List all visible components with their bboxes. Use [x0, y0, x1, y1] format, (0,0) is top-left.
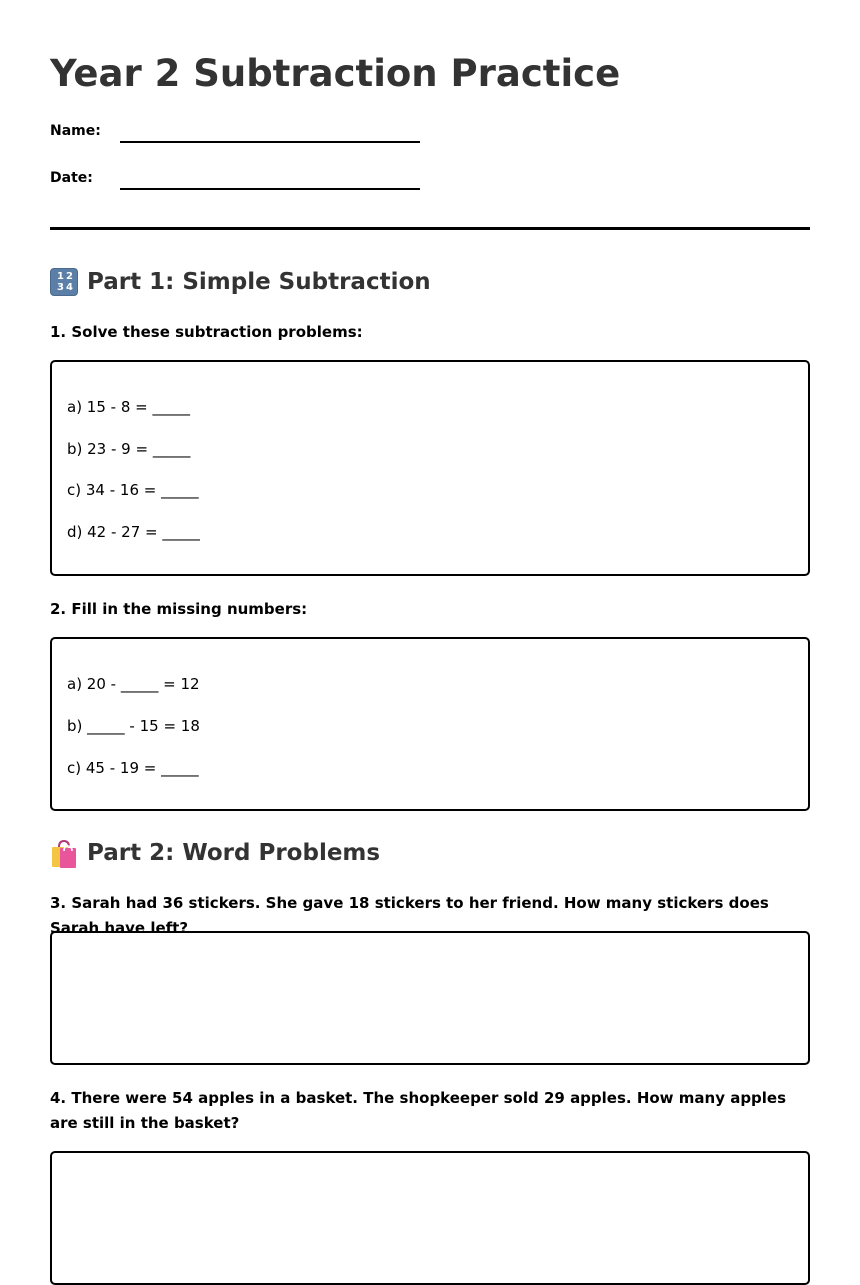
question-4-prompt: 4. There were 54 apples in a basket. The shopkeeper sold 29 apples. How many apples are still in the basket? [50, 1089, 787, 1132]
date-label: Date: [50, 170, 93, 186]
date-field-row [50, 168, 430, 198]
shopping-bags-icon [50, 839, 78, 867]
question-2-item-c[interactable]: c) 45 - 19 = _____ [67, 759, 199, 777]
question-2-item-a[interactable]: a) 20 - _____ = 12 [67, 675, 200, 693]
question-3-answer-box[interactable] [50, 931, 810, 1065]
question-1-prompt: 1. Solve these subtraction problems: [50, 323, 363, 341]
input-numbers-icon: 1 2 3 4 [50, 268, 78, 296]
name-field-row [50, 121, 430, 151]
header-divider [50, 227, 810, 230]
part1-heading-text: Part 1: Simple Subtraction [87, 269, 431, 295]
question-3-prompt: 3. Sarah had 36 stickers. She gave 18 stickers to her friend. How many stickers does Sarah have left? [50, 894, 769, 937]
name-label: Name: [50, 123, 101, 139]
page-title: Year 2 Subtraction Practice [50, 52, 621, 95]
question-4-answer-box[interactable] [50, 1151, 810, 1285]
part2-heading [50, 837, 380, 869]
date-input-line[interactable] [120, 188, 420, 190]
question-2-item-b[interactable]: b) _____ - 15 = 18 [67, 717, 200, 735]
question-1-item-b[interactable]: b) 23 - 9 = _____ [67, 440, 191, 458]
name-input-line[interactable] [120, 141, 420, 143]
question-1-item-c[interactable]: c) 34 - 16 = _____ [67, 481, 199, 499]
question-1-item-a[interactable]: a) 15 - 8 = _____ [67, 398, 190, 416]
question-1-item-d[interactable]: d) 42 - 27 = _____ [67, 523, 200, 541]
part2-heading-text: Part 2: Word Problems [87, 840, 381, 866]
question-2-prompt: 2. Fill in the missing numbers: [50, 600, 308, 618]
question-2-answer-box [50, 637, 810, 811]
question-1-answer-box [50, 360, 810, 576]
part1-heading [50, 266, 431, 298]
